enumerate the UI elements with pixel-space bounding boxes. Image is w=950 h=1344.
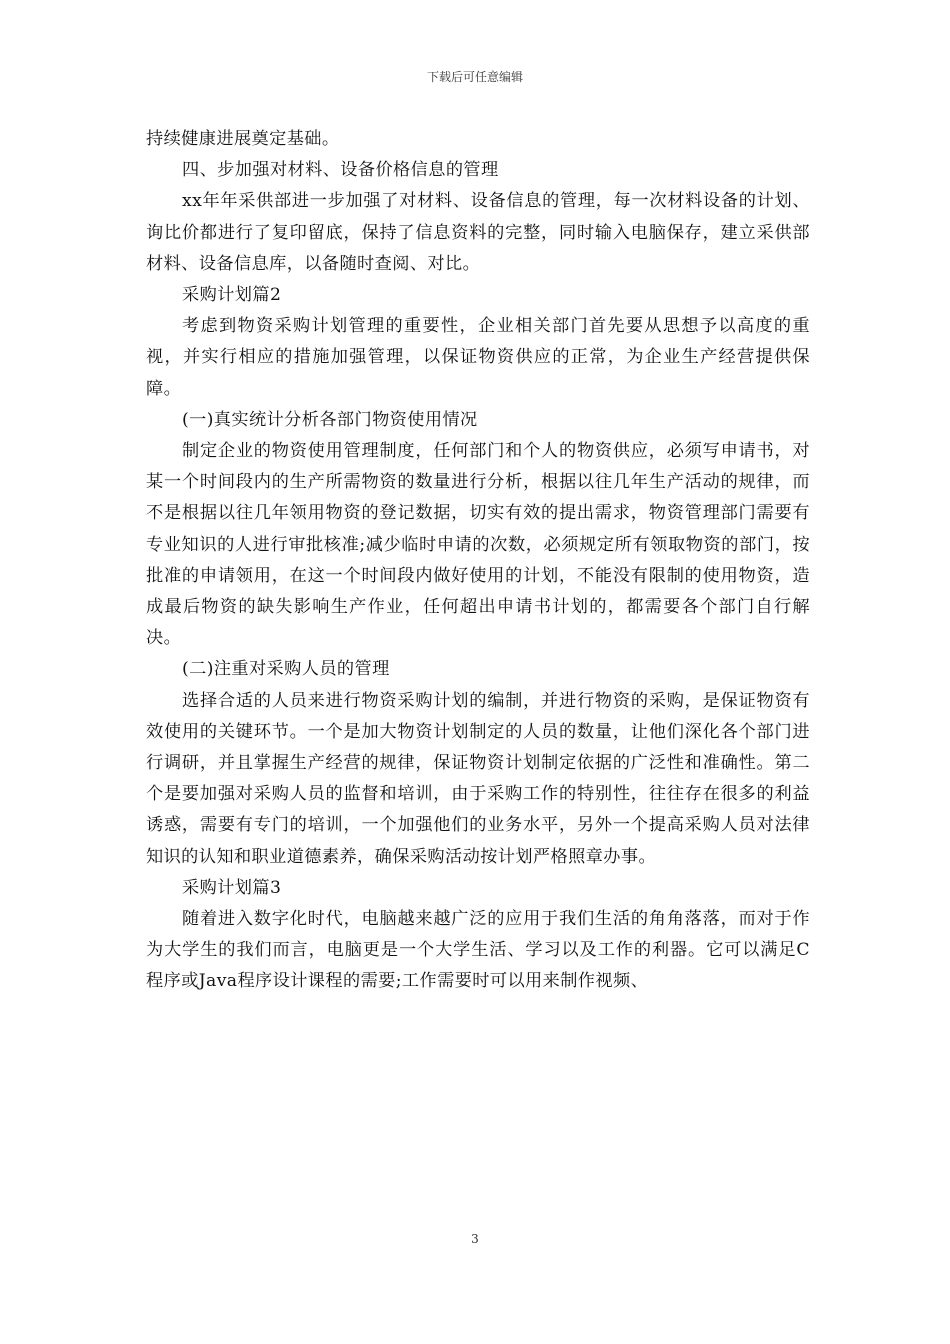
paragraph: 制定企业的物资使用管理制度，任何部门和个人的物资供应，必须写申请书，对某一个时间段内的生产所需物资的数量进行分析，根据以往几年生产活动的规律，而不是根据以往几年领用物资的登记数据，切实有效的提出需求，物资管理部门需要有专业知识的人进行审批核准;减少临时申请的次数，必须规定所有领取物资的部门，按批准的申请领用，在这一个时间段内做好使用的计划，不能没有限制的使用物资，造成最后物资的缺失影响生产作业，任何超出申请书计划的，都需要各个部门自行解决。	[146, 441, 810, 649]
section-heading: 采购计划篇2	[182, 285, 282, 306]
section-heading: 采购计划篇3	[182, 877, 282, 898]
section-heading: 四、步加强对材料、设备价格信息的管理	[182, 160, 499, 181]
paragraph: 持续健康进展奠定基础。	[146, 129, 340, 149]
paragraph: 考虑到物资采购计划管理的重要性，企业相关部门首先要从思想予以高度的重视，并实行相应的措施加强管理，以保证物资供应的正常，为企业生产经营提供保障。	[146, 316, 810, 399]
section-heading: (二)注重对采购人员的管理	[182, 659, 390, 680]
paragraph: xx年年采供部进一步加强了对材料、设备信息的管理，每一次材料设备的计划、询比价都进行了复印留底，保持了信息资料的完整，同时输入电脑保存，建立采供部材料、设备信息库，以备随时查阅、对比。	[146, 191, 810, 274]
page-header: 下载后可任意编辑	[426, 70, 523, 84]
section-heading: (一)真实统计分析各部门物资使用情况	[182, 409, 478, 430]
document-body	[146, 124, 810, 998]
paragraph: 随着进入数字化时代，电脑越来越广泛的应用于我们生活的角角落落，而对于作为大学生的我们而言，电脑更是一个大学生活、学习以及工作的利器。它可以满足C程序或Java程序设计课程的需要;工作需要时可以用来制作视频、	[146, 909, 810, 992]
page-number: 3	[471, 1232, 479, 1246]
paragraph: 选择合适的人员来进行物资采购计划的编制，并进行物资的采购，是保证物资有效使用的关键环节。一个是加大物资计划制定的人员的数量，让他们深化各个部门进行调研，并且掌握生产经营的规律，保证物资计划制定依据的广泛性和准确性。第二个是要加强对采购人员的监督和培训，由于采购工作的特别性，往往存在很多的利益诱惑，需要有专门的培训，一个加强他们的业务水平，另外一个提高采购人员对法律知识的认知和职业道德素养，确保采购活动按计划严格照章办事。	[146, 690, 810, 867]
